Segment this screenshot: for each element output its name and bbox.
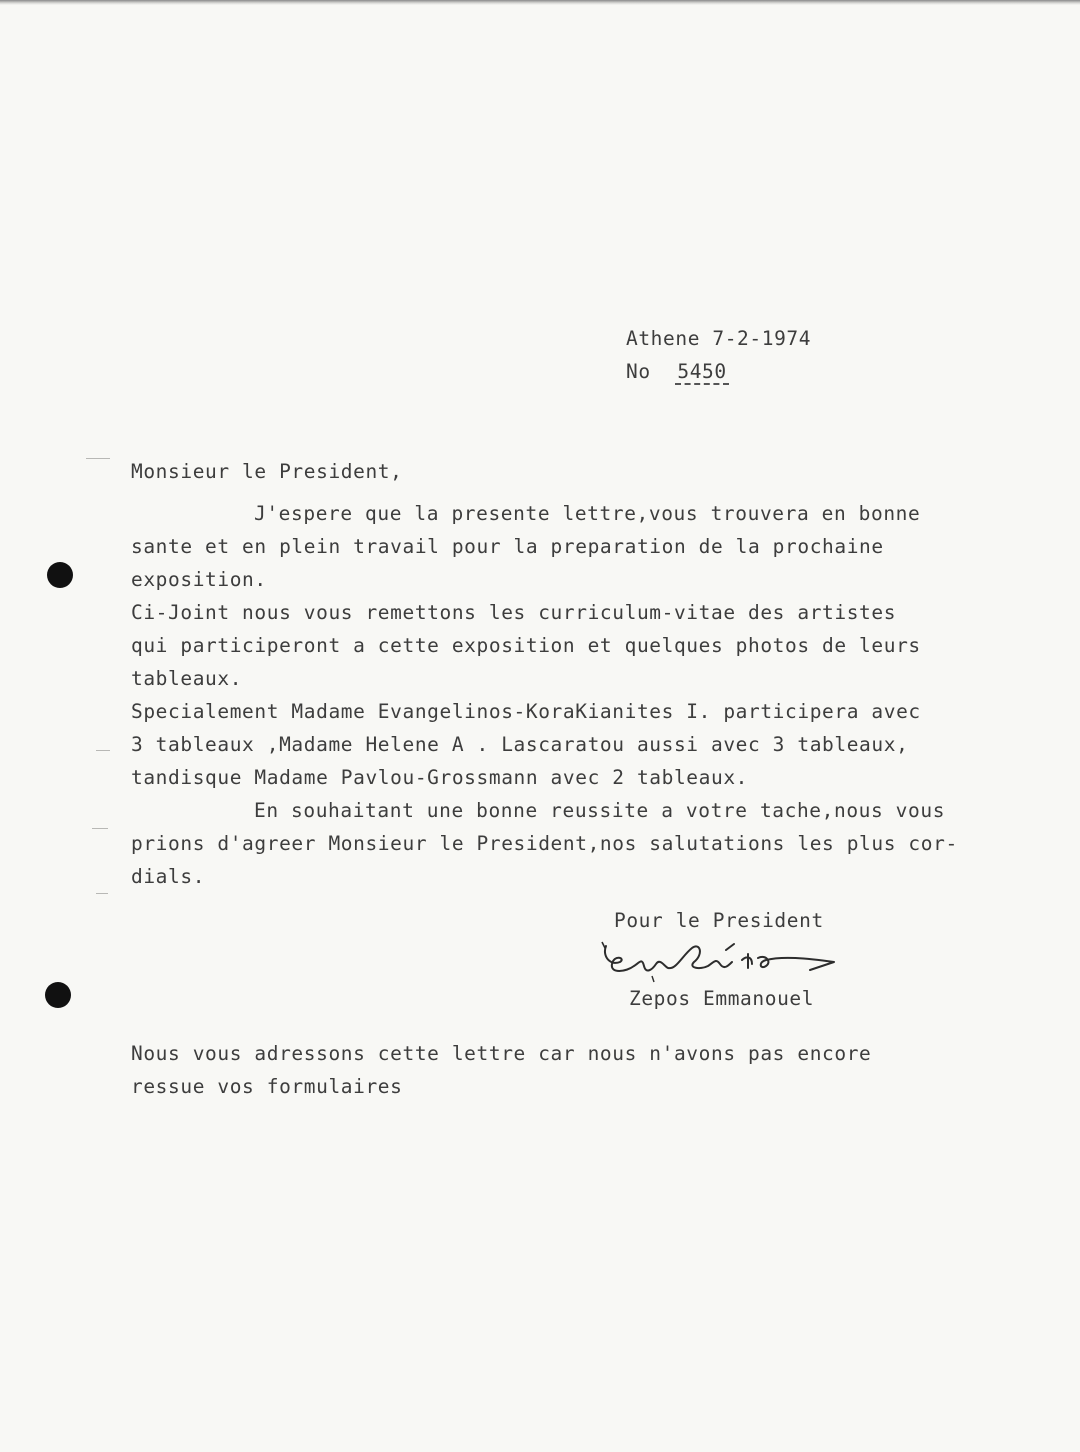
body-line: tandisque Madame Pavlou-Grossmann avec 2 tableaux. (131, 766, 748, 789)
body-line: prions d'agreer Monsieur le President,nos salutations les plus cor- (131, 832, 958, 855)
body-line: Ci-Joint nous vous remettons les curriculum-vitae des artistes (131, 601, 897, 624)
page-top-edge (0, 0, 1080, 5)
letter-date: Athene 7-2-1974 (626, 327, 812, 350)
body-line: dials. (131, 865, 206, 888)
body-line: qui participeront a cette exposition et quelques photos de leurs (131, 634, 921, 657)
reference-prefix: No (626, 360, 651, 383)
postscript-line: ressue vos formulaires (131, 1075, 403, 1098)
postscript-line: Nous vous adressons cette lettre car nous n'avons pas encore (131, 1042, 872, 1065)
punch-hole-upper (47, 562, 73, 588)
reference-number: 5450 (677, 360, 727, 383)
letter-closing: Pour le President (614, 909, 824, 932)
body-line: tableaux. (131, 667, 243, 690)
body-line: exposition. (131, 568, 267, 591)
punch-hole-lower (45, 982, 71, 1008)
signer-name: Zepos Emmanouel (629, 987, 815, 1010)
body-line: sante et en plein travail pour la preparation de la prochaine (131, 535, 884, 558)
body-line: Specialement Madame Evangelinos-KoraKianites I. participera avec (131, 700, 921, 723)
margin-mark (92, 828, 108, 829)
handwritten-signature (596, 936, 846, 988)
margin-mark (86, 458, 110, 459)
letter-body (131, 497, 1041, 893)
margin-mark (96, 893, 108, 894)
margin-mark (96, 750, 110, 751)
body-line: J'espere que la presente lettre,vous trouvera en bonne (254, 502, 921, 525)
letter-salutation: Monsieur le President, (131, 460, 403, 483)
postscript (131, 1037, 871, 1103)
body-line: 3 tableaux ,Madame Helene A . Lascaratou aussi avec 3 tableaux, (131, 733, 909, 756)
letter-reference (626, 355, 729, 388)
body-line: En souhaitant une bonne reussite a votre tache,nous vous (254, 799, 946, 822)
